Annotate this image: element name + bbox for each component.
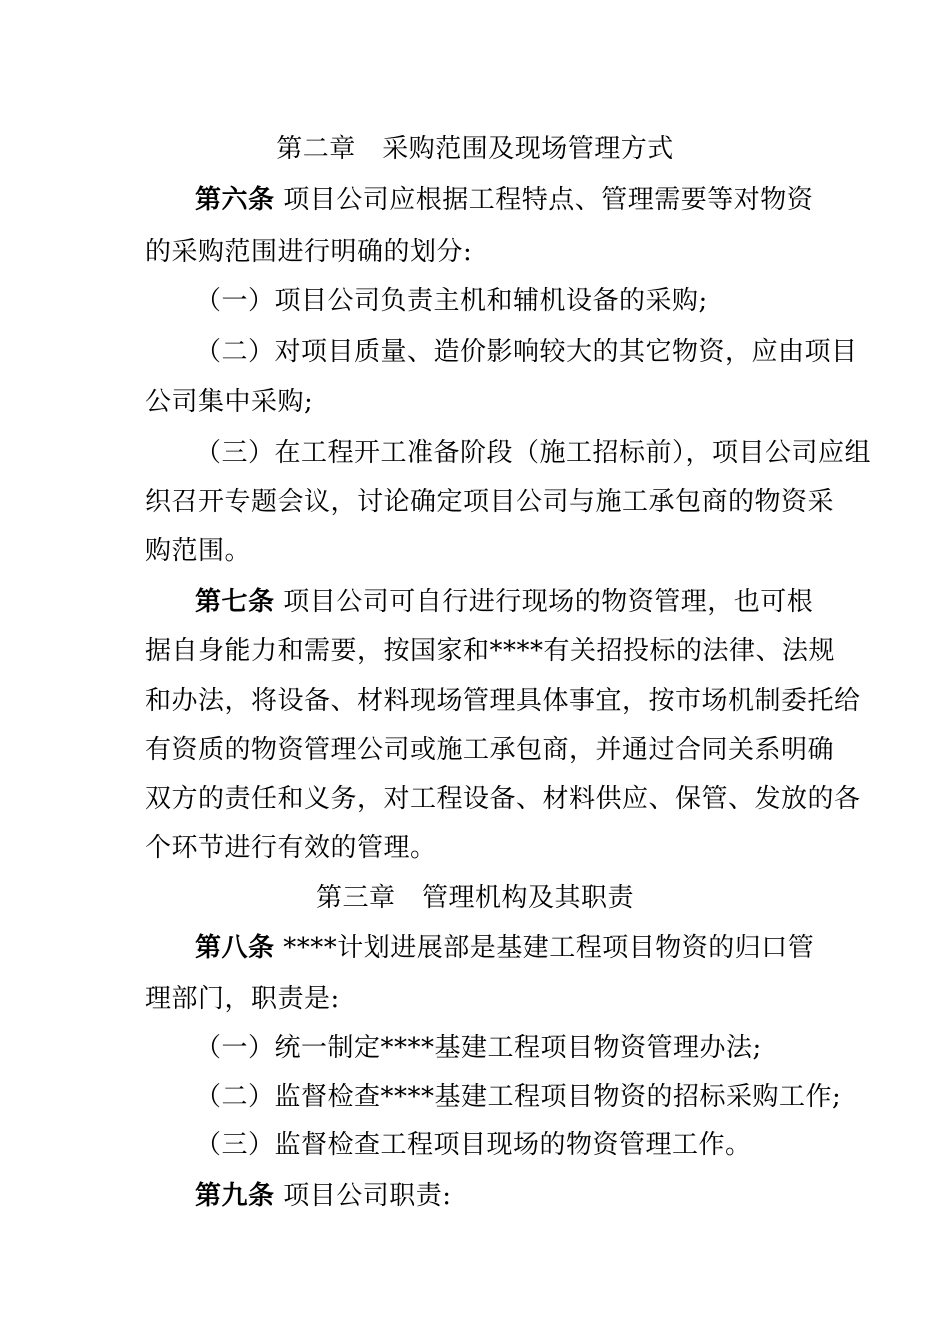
article-6-item-3-line-1: （三）在工程开工准备阶段（施工招标前），项目公司应组 [195, 438, 872, 468]
article-6-item-2-line-2: 公司集中采购; [145, 387, 314, 417]
article-6-line-2: 的采购范围进行明确的划分: [145, 237, 473, 267]
article-8-item-1: （一）统一制定****基建工程项目物资管理办法; [195, 1033, 762, 1063]
article-6-item-2-line-1: （二）对项目质量、造价影响较大的其它物资，应由项目 [195, 337, 858, 367]
article-7-line-2: 据自身能力和需要，按国家和****有关招投标的法律、法规 [145, 636, 836, 666]
article-8-item-3: （三）监督检查工程项目现场的物资管理工作。 [195, 1130, 752, 1160]
article-7-line-6: 个环节进行有效的管理。 [145, 833, 437, 863]
article-8-item-2: （二）监督检查****基建工程项目物资的招标采购工作; [195, 1082, 842, 1112]
article-8-line-1 [195, 931, 825, 965]
article-6-item-1: （一）项目公司负责主机和辅机设备的采购; [195, 286, 708, 316]
article-8-line-2: 理部门，职责是: [145, 984, 340, 1014]
article-7-line-3: 和办法，将设备、材料现场管理具体事宜，按市场机制委托给 [145, 686, 861, 716]
article-9-text-1: 项目公司职责: [283, 1181, 452, 1211]
article-8-text-1: ****计划进展部是基建工程项目物资的归口管 [283, 933, 815, 963]
chapter-3-heading: 第三章 管理机构及其职责 [315, 883, 634, 913]
article-7-line-1 [195, 585, 825, 619]
article-6-line-1 [195, 183, 825, 217]
article-6-item-3-line-3: 购范围。 [145, 536, 252, 566]
article-6-item-3-line-2: 织召开专题会议，讨论确定项目公司与施工承包商的物资采 [145, 487, 835, 517]
article-9-line-1 [195, 1179, 825, 1213]
chapter-2-heading: 第二章 采购范围及现场管理方式 [276, 134, 674, 164]
article-7-line-5: 双方的责任和义务，对工程设备、材料供应、保管、发放的各 [145, 784, 861, 814]
article-6-label: 第六条 [195, 185, 275, 215]
article-7-line-4: 有资质的物资管理公司或施工承包商，并通过合同关系明确 [145, 735, 835, 765]
article-7-text-1: 项目公司可自行进行现场的物资管理，也可根 [283, 587, 814, 617]
article-9-label: 第九条 [195, 1181, 275, 1211]
article-6-text-1: 项目公司应根据工程特点、管理需要等对物资 [283, 185, 814, 215]
article-8-label: 第八条 [195, 933, 275, 963]
article-7-label: 第七条 [195, 587, 275, 617]
